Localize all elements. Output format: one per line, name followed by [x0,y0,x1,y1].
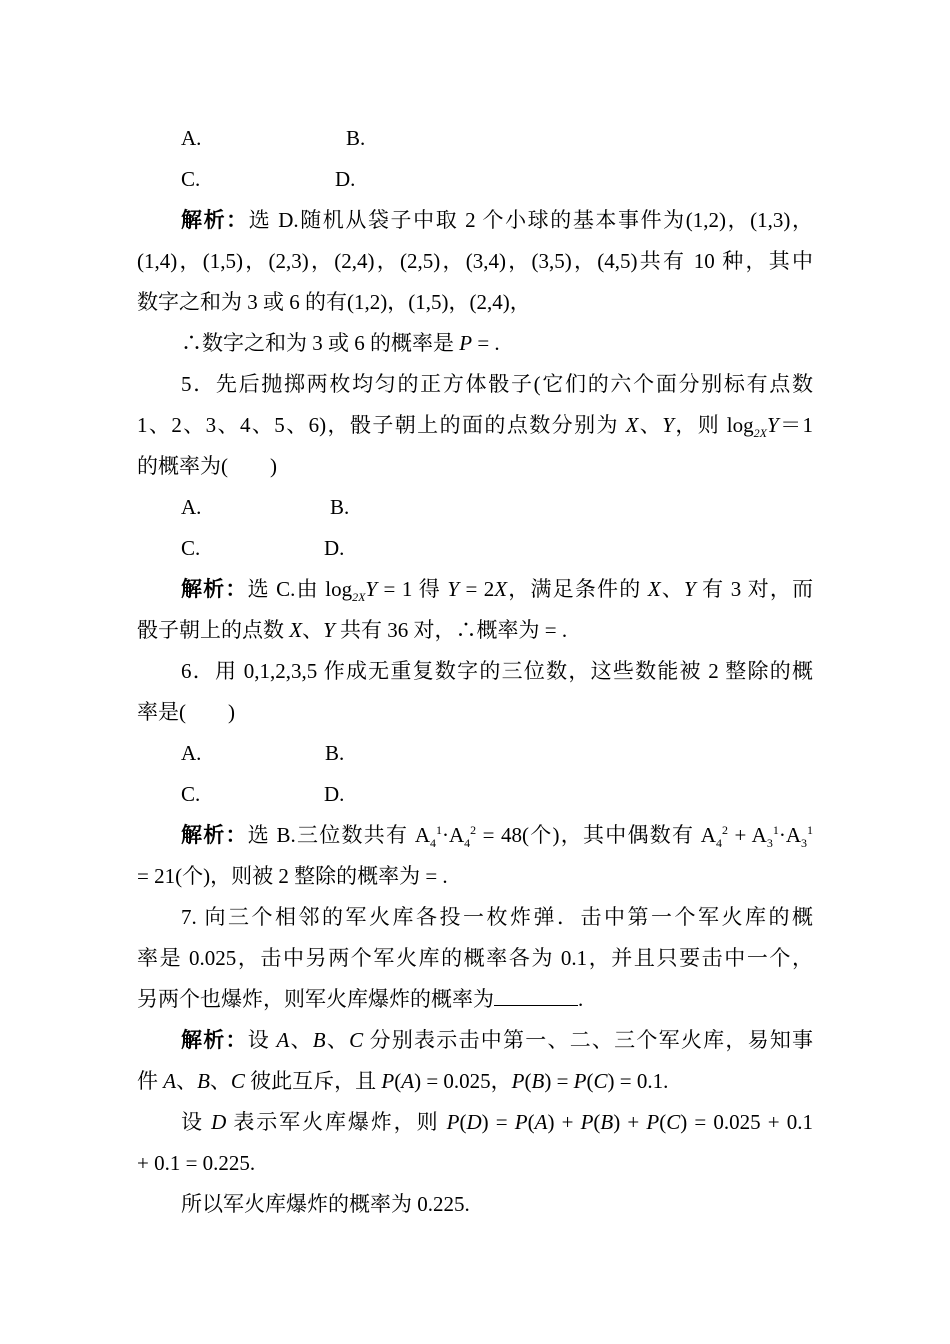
q5-option-c: C. [181,536,201,560]
stem-text: ，则 log [673,413,754,437]
superscript: 2 [470,823,477,837]
variable: X [625,413,639,437]
q6-option-c: C. [181,782,201,806]
q6-stem-line-2: 率是( ) [137,700,235,724]
answer-label: 解析： [181,823,248,847]
variable: A [534,1110,548,1134]
superscript: 2 [721,823,728,837]
subscript: 3 [801,836,808,851]
variable: P [580,1110,594,1134]
answer-text: ( [586,1069,594,1093]
q4-answer-line-3: 数字之和为 3 或 6 的有(1,2)，(1,5)，(2,4)， [137,290,531,314]
q4-option-b: B. [346,126,366,150]
variable: P [446,1110,460,1134]
stem-text: 另两个也爆炸，则军火库爆炸的概率为 [137,987,494,1011]
stem-text: . [578,987,584,1011]
superscript: 1 [772,823,779,837]
answer-text: ( [524,1069,532,1093]
answer-text: ) + [547,1110,581,1134]
answer-text: 、 [660,577,685,601]
variable: A [276,1028,290,1052]
answer-text: 选 B.三位数共有 A [247,823,430,847]
answer-text: 设 [247,1028,277,1052]
q5-option-d: D. [324,536,345,560]
answer-text: = 2 [459,577,495,601]
answer-label: 解析： [181,208,249,232]
variable: Y [684,577,696,601]
answer-text: ) = 0.025， [414,1069,512,1093]
answer-text: 、 [209,1069,231,1093]
answer-text: 分别表示击中第一、二、三个军火库，易知事 [363,1028,814,1052]
variable: D [466,1110,482,1134]
subscript: 4 [715,836,722,851]
answer-text: ) = [481,1110,515,1134]
q6-option-b: B. [325,741,345,765]
variable: P [514,1110,528,1134]
q6-answer-line-1 [181,822,814,851]
answer-text: + A [727,823,767,847]
subscript: 4 [464,836,471,851]
superscript: 1 [807,823,814,837]
answer-text: 有 3 对，而 [695,577,814,601]
answer-text: ，满足条件的 [507,577,648,601]
q7-answer-line-5: 所以军火库爆炸的概率为 0.225. [181,1192,470,1216]
answer-label: 解析： [181,1028,248,1052]
q7-answer-line-1 [181,1027,813,1053]
variable: C [349,1028,364,1052]
stem-text: 、 [638,413,663,437]
variable: A [401,1069,415,1093]
q7-stem-line-1: 7. 向三个相邻的军火库各投一枚炸弹．击中第一个军火库的概 [181,905,813,929]
answer-text: ∴数字之和为 3 或 6 的概率是 [181,331,460,355]
q4-option-c: C. [181,167,201,191]
answer-text: 共有 36 对，∴概率为 = . [334,618,568,642]
stem-text: 1、2、3、4、5、6)，骰子朝上的面的点数分别为 [137,413,626,437]
answer-text: ( [394,1069,402,1093]
subscript: 4 [429,836,436,851]
answer-text: 选 D.随机从袋子中取 2 个小球的基本事件为(1,2)，(1,3)， [248,208,813,232]
answer-text: ( [593,1110,601,1134]
variable: P [646,1110,660,1134]
q5-stem-line-3: 的概率为( ) [137,454,277,478]
answer-text: = 48(个)，其中偶数有 A [476,823,716,847]
answer-text: 表示军火库爆炸，则 [226,1110,447,1134]
q5-stem-line-1: 5．先后抛掷两枚均匀的正方体骰子(它们的六个面分别标有点数 [181,372,813,396]
answer-text: ·A [778,823,802,847]
answer-text: ( [659,1110,667,1134]
answer-text: ( [527,1110,535,1134]
q5-answer-line-2 [137,617,567,643]
subscript: 3 [766,836,773,851]
variable: B [197,1069,210,1093]
answer-text: ) = 0.1. [607,1069,669,1093]
q5-stem-line-2 [137,412,813,441]
superscript: 1 [435,823,442,837]
answer-text: ) = 0.025 + 0.1 [680,1110,813,1134]
q7-answer-line-3 [181,1109,813,1135]
answer-text: 件 [137,1069,164,1093]
answer-text: 、 [289,1028,313,1052]
answer-blank [494,987,578,1006]
variable: C [666,1110,681,1134]
answer-text: 、 [302,618,324,642]
variable: C [593,1069,608,1093]
subscript: 2X [352,590,366,605]
variable: Y [766,413,779,437]
variable: B [312,1028,326,1052]
q6-answer-line-2: = 21(个)，则被 2 整除的概率为 = . [137,864,448,888]
variable: D [211,1110,227,1134]
variable: X [289,618,303,642]
q6-option-d: D. [324,782,345,806]
q4-answer-line-4 [181,330,500,356]
variable: X [494,577,508,601]
variable: P [511,1069,525,1093]
answer-text: = . [472,331,500,355]
variable: Y [662,413,674,437]
q5-answer-line-1 [181,576,814,605]
q4-answer-line-2: (1,4)，(1,5)，(2,3)，(2,4)，(2,5)，(3,4)，(3,5)，(4,5)共有 10 种，其中 [137,249,813,273]
answer-text: ) + [613,1110,647,1134]
answer-text: 彼此互斥，且 [244,1069,382,1093]
variable: Y [323,618,335,642]
answer-text: 设 [181,1110,212,1134]
variable: A [163,1069,177,1093]
variable: X [647,577,661,601]
answer-text: ) = [544,1069,574,1093]
q6-stem-line-1: 6．用 0,1,2,3,5 作成无重复数字的三位数，这些数能被 2 整除的概 [181,659,813,683]
q5-option-b: B. [330,495,350,519]
answer-text: ·A [441,823,465,847]
variable: Y [365,577,378,601]
answer-text: ( [459,1110,467,1134]
subscript: 2X [753,426,767,441]
variable: P [459,331,473,355]
answer-text: 骰子朝上的点数 [137,618,290,642]
q4-answer-line-1 [181,207,813,233]
q7-answer-line-4: + 0.1 = 0.225. [137,1151,256,1175]
q7-answer-line-2 [137,1068,668,1094]
q7-stem-line-2: 率是 0.025，击中另两个军火库的概率各为 0.1，并且只要击中一个， [137,946,813,970]
answer-label: 解析： [181,577,248,601]
q6-option-a: A. [181,741,202,765]
variable: P [573,1069,587,1093]
q7-stem-line-3 [137,986,583,1012]
q4-option-a: A. [181,126,202,150]
variable: P [381,1069,395,1093]
variable: C [230,1069,245,1093]
answer-text: 、 [325,1028,350,1052]
variable: Y [447,577,460,601]
q5-option-a: A. [181,495,202,519]
stem-text: ＝1 [778,413,813,437]
answer-text: 选 C.由 log [247,577,353,601]
variable: B [600,1110,614,1134]
answer-text: = 1 得 [377,577,448,601]
variable: B [531,1069,545,1093]
q4-option-d: D. [335,167,356,191]
answer-text: 、 [176,1069,198,1093]
